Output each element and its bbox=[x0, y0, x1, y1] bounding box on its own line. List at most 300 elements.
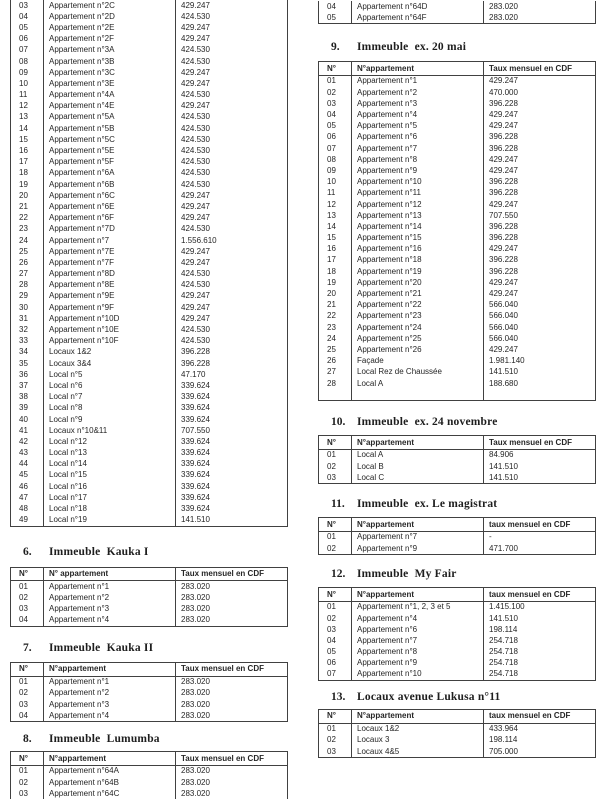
row-number-cell: 04 bbox=[19, 615, 28, 625]
monthly-rate-cell: 283.020 bbox=[176, 699, 288, 710]
table-row bbox=[319, 199, 596, 210]
monthly-rate-cell: 396.228 bbox=[484, 132, 596, 143]
section-title: Immeuble Lumumba bbox=[49, 733, 160, 746]
apartment-name-cell: Appartement n°64F bbox=[352, 12, 484, 24]
row-number-cell: 47 bbox=[19, 492, 28, 502]
section-title: Locaux avenue Lukusa n°11 bbox=[357, 691, 501, 704]
table-row bbox=[11, 45, 288, 56]
table-row bbox=[11, 101, 288, 112]
table-row bbox=[319, 449, 596, 461]
table-row bbox=[319, 143, 596, 154]
apartment-name-cell: Appartement n°3 bbox=[44, 604, 176, 615]
monthly-rate-cell: 424.530 bbox=[176, 90, 288, 101]
monthly-rate-cell: 254.718 bbox=[484, 658, 596, 669]
apartment-name-cell: Locaux 1&2 bbox=[44, 347, 176, 358]
apartment-name-cell: Appartement n°6B bbox=[44, 179, 176, 190]
column-header: N° bbox=[11, 752, 44, 766]
monthly-rate-cell: 141.510 bbox=[484, 461, 596, 472]
section-heading-my-fair bbox=[318, 567, 596, 581]
row-number-cell: 29 bbox=[19, 291, 28, 301]
monthly-rate-cell: 429.247 bbox=[484, 288, 596, 299]
section-number: 11. bbox=[331, 498, 345, 511]
row-number-cell: 03 bbox=[19, 604, 28, 614]
table-row bbox=[319, 87, 596, 98]
table-row bbox=[319, 669, 596, 681]
rates-table-my-fair bbox=[318, 587, 596, 681]
section-heading-kauka-2 bbox=[10, 641, 288, 655]
row-number-cell: 02 bbox=[19, 593, 28, 603]
apartment-name-cell: Appartement n°10E bbox=[44, 324, 176, 335]
row-number-cell: 09 bbox=[19, 67, 28, 77]
row-number-cell: 02 bbox=[19, 688, 28, 698]
row-number-cell: 11 bbox=[327, 188, 336, 198]
row-number-cell: 18 bbox=[327, 266, 336, 276]
table-row bbox=[319, 367, 596, 378]
monthly-rate-cell: 705.000 bbox=[484, 746, 596, 758]
apartment-name-cell: Appartement n°7 bbox=[352, 143, 484, 154]
table-row bbox=[11, 676, 288, 688]
apartment-name-cell: Appartement n°10 bbox=[352, 177, 484, 188]
table-header-row bbox=[319, 62, 596, 76]
apartment-name-cell: Appartement n°5C bbox=[44, 134, 176, 145]
row-number-cell: 19 bbox=[19, 179, 28, 189]
column-header: N°appartement bbox=[352, 710, 484, 724]
row-number-cell: 03 bbox=[19, 788, 28, 798]
row-number-cell: 05 bbox=[327, 647, 336, 657]
apartment-name-cell: Appartement n°9F bbox=[44, 302, 176, 313]
table-row bbox=[11, 313, 288, 324]
table-row bbox=[319, 322, 596, 333]
monthly-rate-cell: 283.020 bbox=[484, 12, 596, 24]
table-row bbox=[319, 188, 596, 199]
table-row bbox=[319, 543, 596, 555]
apartment-name-cell: Appartement n°18 bbox=[352, 255, 484, 266]
table-row bbox=[11, 280, 288, 291]
monthly-rate-cell: 429.247 bbox=[176, 22, 288, 33]
row-number-cell: 38 bbox=[19, 392, 28, 402]
table-row bbox=[11, 459, 288, 470]
table-row bbox=[319, 461, 596, 472]
table-row bbox=[319, 75, 596, 87]
monthly-rate-cell: 339.624 bbox=[176, 492, 288, 503]
table-row bbox=[11, 688, 288, 699]
monthly-rate-cell: 396.228 bbox=[484, 255, 596, 266]
apartment-name-cell: Local n°15 bbox=[44, 470, 176, 481]
monthly-rate-cell: 396.228 bbox=[484, 98, 596, 109]
table-row bbox=[11, 123, 288, 134]
apartment-name-cell: Appartement n°19 bbox=[352, 266, 484, 277]
column-header: Taux mensuel en CDF bbox=[176, 752, 288, 766]
monthly-rate-cell: 429.247 bbox=[484, 109, 596, 120]
apartment-name-cell: Appartement n°20 bbox=[352, 277, 484, 288]
table-row bbox=[319, 746, 596, 758]
table-row bbox=[319, 658, 596, 669]
table-row bbox=[11, 369, 288, 380]
apartment-name-cell: Appartement n°16 bbox=[352, 244, 484, 255]
table-row bbox=[11, 112, 288, 123]
row-number-cell: 08 bbox=[327, 154, 336, 164]
apartment-name-cell: Appartement n°2 bbox=[44, 688, 176, 699]
row-number-cell: 01 bbox=[19, 677, 28, 687]
table-row bbox=[11, 392, 288, 403]
column-header: taux mensuel en CDF bbox=[484, 518, 596, 532]
apartment-name-cell: Appartement n°6A bbox=[44, 168, 176, 179]
apartment-name-cell: Appartement n°7D bbox=[44, 224, 176, 235]
apartment-name-cell: Appartement n°3A bbox=[44, 45, 176, 56]
rates-table-lumumba bbox=[10, 751, 288, 799]
row-number-cell: 46 bbox=[19, 481, 28, 491]
table-row bbox=[319, 311, 596, 322]
apartment-name-cell: Appartement n°21 bbox=[352, 288, 484, 299]
table-row bbox=[319, 288, 596, 299]
row-number-cell: 21 bbox=[327, 300, 336, 310]
table-row bbox=[11, 515, 288, 527]
apartment-name-cell: Locaux 3&4 bbox=[44, 358, 176, 369]
table-row bbox=[319, 221, 596, 232]
table-row bbox=[319, 177, 596, 188]
row-number-cell: 08 bbox=[19, 56, 28, 66]
row-number-cell: 03 bbox=[327, 472, 336, 482]
rates-table-continuation-right bbox=[318, 1, 596, 24]
monthly-rate-cell: 339.624 bbox=[176, 403, 288, 414]
apartment-name-cell: Appartement n°8D bbox=[44, 269, 176, 280]
monthly-rate-cell: 396.228 bbox=[484, 266, 596, 277]
table-row bbox=[11, 336, 288, 347]
apartment-name-cell: Appartement n°3B bbox=[44, 56, 176, 67]
apartment-name-cell: Appartement n°64D bbox=[352, 1, 484, 12]
table-row bbox=[319, 300, 596, 311]
section-number: 10. bbox=[331, 416, 346, 429]
section-title: Immeuble ex. Le magistrat bbox=[357, 498, 498, 511]
apartment-name-cell: Appartement n°7F bbox=[44, 257, 176, 268]
apartment-name-cell: Appartement n°5E bbox=[44, 145, 176, 156]
monthly-rate-cell: 429.247 bbox=[176, 78, 288, 89]
apartment-name-cell: Appartement n°4 bbox=[44, 710, 176, 722]
apartment-name-cell: Appartement n°22 bbox=[352, 300, 484, 311]
row-number-cell: 06 bbox=[327, 658, 336, 668]
monthly-rate-cell: 339.624 bbox=[176, 470, 288, 481]
column-header: N° bbox=[11, 567, 44, 581]
monthly-rate-cell: 424.530 bbox=[176, 224, 288, 235]
apartment-name-cell: Appartement n°24 bbox=[352, 322, 484, 333]
apartment-name-cell: Appartement n°1 bbox=[44, 581, 176, 593]
row-number-cell: 01 bbox=[327, 724, 336, 734]
apartment-name-cell: Local n°14 bbox=[44, 459, 176, 470]
table-row bbox=[319, 98, 596, 109]
table-row bbox=[11, 593, 288, 604]
row-number-cell: 37 bbox=[19, 380, 28, 390]
apartment-name-cell: Appartement n°6C bbox=[44, 190, 176, 201]
row-number-cell: 35 bbox=[19, 358, 28, 368]
apartment-name-cell: Appartement n°2C bbox=[44, 0, 176, 11]
row-number-cell: 01 bbox=[19, 581, 28, 591]
table-row bbox=[11, 11, 288, 22]
row-number-cell: 30 bbox=[19, 302, 28, 312]
monthly-rate-cell: 429.247 bbox=[484, 165, 596, 176]
apartment-name-cell: Appartement n°9 bbox=[352, 165, 484, 176]
table-row bbox=[319, 378, 596, 389]
table-row bbox=[11, 246, 288, 257]
monthly-rate-cell: 283.020 bbox=[176, 765, 288, 777]
apartment-name-cell: Local A bbox=[352, 378, 484, 389]
column-header: N° bbox=[319, 710, 352, 724]
column-header: Taux mensuel en CDF bbox=[176, 567, 288, 581]
row-number-cell: 04 bbox=[19, 710, 28, 720]
apartment-name-cell: Appartement n°9 bbox=[352, 658, 484, 669]
apartment-name-cell: Locaux 3 bbox=[352, 735, 484, 746]
apartment-name-cell: Locaux 4&5 bbox=[352, 746, 484, 758]
row-number-cell: 49 bbox=[19, 515, 28, 525]
monthly-rate-cell: 1.415.100 bbox=[484, 601, 596, 613]
monthly-rate-cell: 429.247 bbox=[484, 154, 596, 165]
apartment-name-cell: Locaux 1&2 bbox=[352, 723, 484, 735]
row-number-cell: 41 bbox=[19, 425, 28, 435]
apartment-name-cell: Appartement n°6F bbox=[44, 213, 176, 224]
apartment-name-cell: Appartement n°12 bbox=[352, 199, 484, 210]
table-row bbox=[319, 233, 596, 244]
row-number-cell: 06 bbox=[327, 132, 336, 142]
apartment-name-cell: Appartement n°7 bbox=[352, 635, 484, 646]
table-row bbox=[11, 235, 288, 246]
table-row bbox=[319, 109, 596, 120]
table-row bbox=[11, 22, 288, 33]
row-number-cell: 09 bbox=[327, 165, 336, 175]
column-header: N°appartement bbox=[352, 62, 484, 76]
monthly-rate-cell: 141.510 bbox=[484, 367, 596, 378]
monthly-rate-cell: 396.228 bbox=[484, 177, 596, 188]
apartment-name-cell: Local B bbox=[352, 461, 484, 472]
apartment-name-cell: Appartement n°3C bbox=[44, 67, 176, 78]
section-title: Immeuble Kauka I bbox=[49, 545, 149, 558]
row-number-cell: 13 bbox=[327, 210, 336, 220]
row-number-cell: 45 bbox=[19, 470, 28, 480]
column-header: N°appartement bbox=[44, 752, 176, 766]
monthly-rate-cell: 283.020 bbox=[176, 710, 288, 722]
monthly-rate-cell: 424.530 bbox=[176, 134, 288, 145]
apartment-name-cell: Appartement n°7 bbox=[352, 531, 484, 543]
rates-table-kauka-1 bbox=[10, 567, 288, 627]
row-number-cell: 05 bbox=[327, 121, 336, 131]
table-header-row bbox=[11, 567, 288, 581]
monthly-rate-cell: 1.981.140 bbox=[484, 356, 596, 367]
column-header: taux mensuel en CDF bbox=[484, 710, 596, 724]
row-number-cell: 26 bbox=[327, 356, 336, 366]
row-number-cell: 04 bbox=[19, 11, 28, 21]
monthly-rate-cell: 283.020 bbox=[176, 581, 288, 593]
table-row bbox=[11, 302, 288, 313]
column-header: N°appartement bbox=[352, 518, 484, 532]
monthly-rate-cell: 188.680 bbox=[484, 378, 596, 389]
monthly-rate-cell: 429.247 bbox=[484, 344, 596, 355]
monthly-rate-cell: 141.510 bbox=[484, 613, 596, 624]
row-number-cell: 07 bbox=[327, 143, 336, 153]
row-number-cell: 12 bbox=[327, 199, 336, 209]
monthly-rate-cell: 566.040 bbox=[484, 300, 596, 311]
section-number: 8. bbox=[23, 733, 32, 746]
table-row bbox=[319, 613, 596, 624]
apartment-name-cell: Local Rez de Chaussée bbox=[352, 367, 484, 378]
apartment-name-cell: Local n°9 bbox=[44, 414, 176, 425]
monthly-rate-cell: 424.530 bbox=[176, 11, 288, 22]
monthly-rate-cell: 429.247 bbox=[484, 121, 596, 132]
row-number-cell: 17 bbox=[19, 157, 28, 167]
row-number-cell: 23 bbox=[327, 322, 336, 332]
monthly-rate-cell: 198.114 bbox=[484, 735, 596, 746]
monthly-rate-cell: 424.530 bbox=[176, 45, 288, 56]
monthly-rate-cell: 339.624 bbox=[176, 503, 288, 514]
monthly-rate-cell: 47.170 bbox=[176, 369, 288, 380]
monthly-rate-cell: 283.020 bbox=[176, 593, 288, 604]
table-header-row bbox=[319, 588, 596, 602]
apartment-name-cell: Local n°13 bbox=[44, 448, 176, 459]
table-row bbox=[11, 481, 288, 492]
monthly-rate-cell: 283.020 bbox=[484, 1, 596, 12]
monthly-rate-cell: 566.040 bbox=[484, 333, 596, 344]
apartment-name-cell: Appartement n°4A bbox=[44, 90, 176, 101]
row-number-cell: 07 bbox=[327, 669, 336, 679]
section-number: 9. bbox=[331, 41, 340, 54]
table-row bbox=[11, 145, 288, 156]
row-number-cell: 23 bbox=[19, 224, 28, 234]
row-number-cell: 02 bbox=[327, 461, 336, 471]
apartment-name-cell: Appartement n°15 bbox=[352, 233, 484, 244]
table-row bbox=[11, 78, 288, 89]
row-number-cell: 06 bbox=[19, 34, 28, 44]
monthly-rate-cell: 429.247 bbox=[176, 67, 288, 78]
section-heading-kauka-1 bbox=[10, 545, 288, 559]
monthly-rate-cell: 429.247 bbox=[484, 199, 596, 210]
table-row bbox=[319, 624, 596, 635]
table-row bbox=[11, 134, 288, 145]
row-number-cell: 28 bbox=[19, 280, 28, 290]
monthly-rate-cell: 396.228 bbox=[484, 143, 596, 154]
apartment-name-cell: Appartement n°64A bbox=[44, 765, 176, 777]
table-row bbox=[11, 503, 288, 514]
row-number-cell: 25 bbox=[327, 344, 336, 354]
apartment-name-cell: Appartement n°6 bbox=[352, 132, 484, 143]
row-number-cell: 01 bbox=[327, 450, 336, 460]
monthly-rate-cell: 283.020 bbox=[176, 688, 288, 699]
monthly-rate-cell: 424.530 bbox=[176, 179, 288, 190]
row-number-cell: 10 bbox=[19, 78, 28, 88]
table-header-row bbox=[319, 518, 596, 532]
monthly-rate-cell: 429.247 bbox=[484, 244, 596, 255]
row-number-cell bbox=[319, 389, 352, 401]
monthly-rate-cell: 396.228 bbox=[176, 347, 288, 358]
table-row bbox=[319, 255, 596, 266]
row-number-cell: 04 bbox=[327, 110, 336, 120]
rates-table-continuation-left bbox=[10, 0, 288, 527]
table-row bbox=[11, 414, 288, 425]
monthly-rate-cell: 283.020 bbox=[176, 777, 288, 788]
table-row bbox=[319, 735, 596, 746]
row-number-cell: 36 bbox=[19, 369, 28, 379]
row-number-cell: 01 bbox=[19, 766, 28, 776]
column-header: taux mensuel en CDF bbox=[484, 588, 596, 602]
rates-table-ex-20-mai bbox=[318, 61, 596, 401]
rates-table-ex-24-novembre bbox=[318, 435, 596, 484]
column-header: N° bbox=[319, 62, 352, 76]
apartment-name-cell: Appartement n°13 bbox=[352, 210, 484, 221]
apartment-name-cell: Appartement n°3 bbox=[352, 98, 484, 109]
rates-table-lukusa bbox=[318, 709, 596, 758]
table-header-row bbox=[319, 710, 596, 724]
row-number-cell: 32 bbox=[19, 325, 28, 335]
table-row bbox=[319, 531, 596, 543]
table-row bbox=[11, 403, 288, 414]
monthly-rate-cell: 429.247 bbox=[176, 302, 288, 313]
apartment-name-cell: Appartement n°5 bbox=[352, 121, 484, 132]
apartment-name-cell: Appartement n°23 bbox=[352, 311, 484, 322]
row-number-cell: 17 bbox=[327, 255, 336, 265]
monthly-rate-cell bbox=[484, 389, 596, 401]
table-row bbox=[11, 213, 288, 224]
apartment-name-cell: Appartement n°1 bbox=[352, 75, 484, 87]
row-number-cell: 03 bbox=[19, 699, 28, 709]
row-number-cell: 25 bbox=[19, 246, 28, 256]
apartment-name-cell: Appartement n°9E bbox=[44, 291, 176, 302]
row-number-cell: 14 bbox=[19, 123, 28, 133]
monthly-rate-cell: 424.530 bbox=[176, 168, 288, 179]
monthly-rate-cell: 283.020 bbox=[176, 604, 288, 615]
monthly-rate-cell: 566.040 bbox=[484, 322, 596, 333]
monthly-rate-cell: 471.700 bbox=[484, 543, 596, 555]
table-row bbox=[11, 67, 288, 78]
row-number-cell: 34 bbox=[19, 347, 28, 357]
monthly-rate-cell: 396.228 bbox=[484, 233, 596, 244]
table-row bbox=[11, 699, 288, 710]
section-heading-ex-20-mai bbox=[318, 40, 596, 54]
table-row bbox=[319, 472, 596, 484]
apartment-name-cell: Appartement n°4E bbox=[44, 101, 176, 112]
table-header-row bbox=[11, 752, 288, 766]
row-number-cell: 01 bbox=[327, 532, 336, 542]
section-number: 6. bbox=[23, 545, 32, 558]
table-header-row bbox=[11, 663, 288, 677]
monthly-rate-cell: 707.550 bbox=[176, 425, 288, 436]
apartment-name-cell: Appartement n°26 bbox=[352, 344, 484, 355]
table-row bbox=[319, 389, 596, 401]
monthly-rate-cell: 1.556.610 bbox=[176, 235, 288, 246]
table-row bbox=[319, 356, 596, 367]
table-row bbox=[319, 154, 596, 165]
column-header: Taux mensuel en CDF bbox=[176, 663, 288, 677]
row-number-cell: 05 bbox=[19, 22, 28, 32]
row-number-cell: 27 bbox=[327, 367, 336, 377]
apartment-name-cell: Local n°8 bbox=[44, 403, 176, 414]
section-number: 7. bbox=[23, 642, 32, 655]
table-row bbox=[11, 710, 288, 722]
monthly-rate-cell: 424.530 bbox=[176, 56, 288, 67]
row-number-cell: 13 bbox=[19, 112, 28, 122]
monthly-rate-cell: 339.624 bbox=[176, 459, 288, 470]
section-title: Immeuble Kauka II bbox=[49, 642, 154, 655]
apartment-name-cell: Appartement n°8 bbox=[352, 154, 484, 165]
apartment-name-cell: Appartement n°6E bbox=[44, 201, 176, 212]
apartment-name-cell: Appartement n°1 bbox=[44, 676, 176, 688]
table-row bbox=[11, 788, 288, 799]
apartment-name-cell: Appartement n°7E bbox=[44, 246, 176, 257]
monthly-rate-cell: 396.228 bbox=[176, 358, 288, 369]
row-number-cell: 03 bbox=[19, 0, 28, 10]
monthly-rate-cell: 424.530 bbox=[176, 123, 288, 134]
table-row bbox=[319, 165, 596, 176]
table-row bbox=[11, 777, 288, 788]
table-row bbox=[11, 90, 288, 101]
row-number-cell: 24 bbox=[19, 235, 28, 245]
row-number-cell: 01 bbox=[327, 76, 336, 86]
row-number-cell: 48 bbox=[19, 504, 28, 514]
